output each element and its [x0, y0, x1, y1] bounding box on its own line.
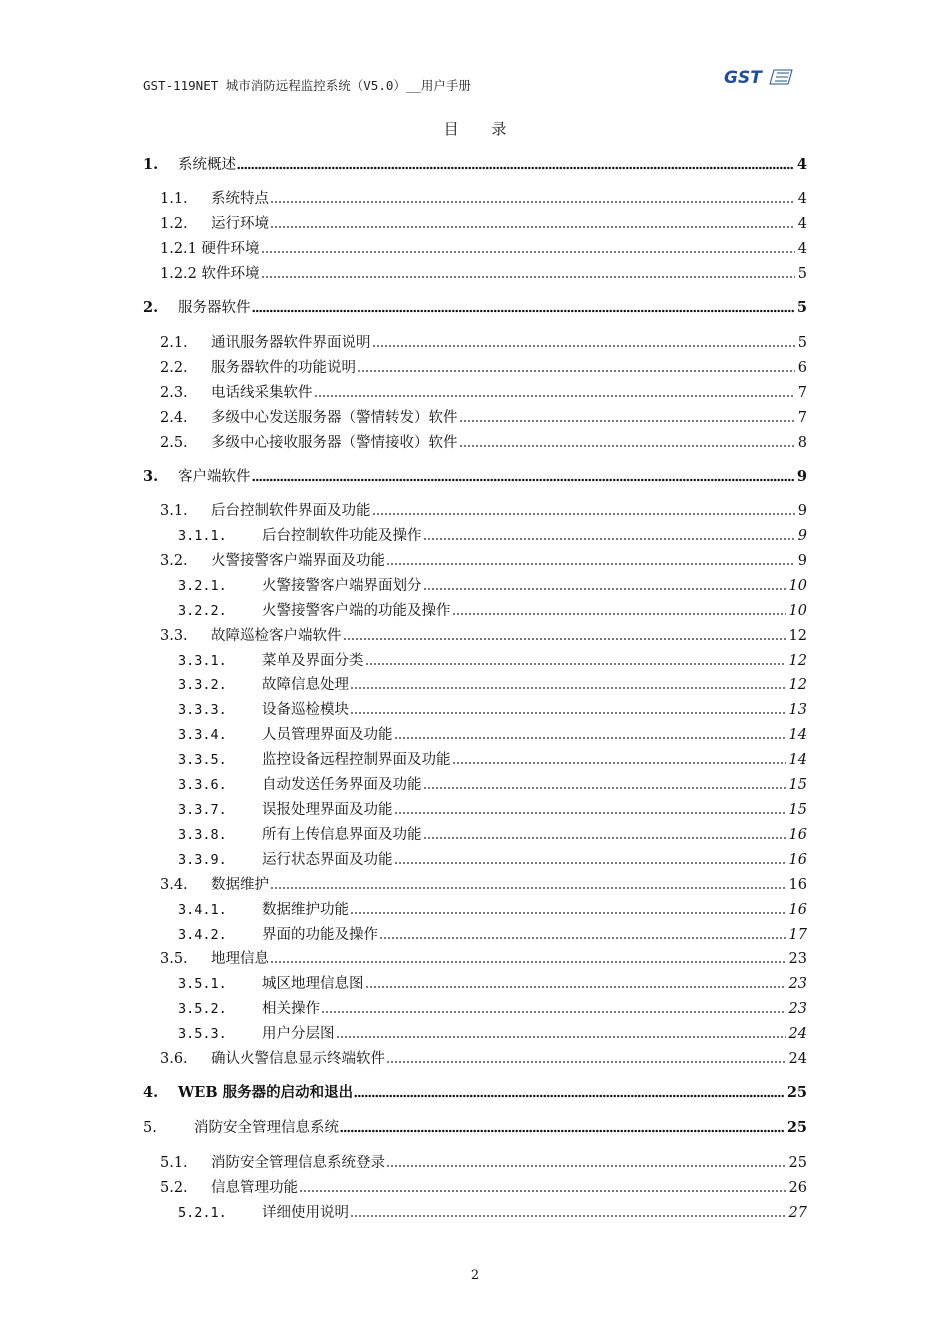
- toc-entry-page: 17: [788, 927, 807, 943]
- toc-entry[interactable]: [0, 405, 807, 427]
- toc-entry-title: 火警接警客户端的功能及操作: [262, 603, 451, 619]
- toc-entry-title: 所有上传信息界面及功能: [262, 827, 422, 843]
- toc-leader-dots: [350, 911, 786, 915]
- toc-entry-page: 7: [797, 410, 807, 426]
- toc-entry-page: 14: [788, 727, 807, 743]
- toc-entry-number: 3.4.: [160, 877, 188, 893]
- toc-entry-number: 3.4.1.: [178, 902, 227, 918]
- toc-leader-dots: [357, 369, 795, 373]
- toc-entry-number: 5.2.1.: [178, 1205, 227, 1221]
- toc-entry-number: 2.1.: [160, 335, 188, 351]
- toc-entry-title: 信息管理功能: [211, 1180, 298, 1196]
- toc-entry-page: 15: [788, 802, 807, 818]
- toc-entry[interactable]: [0, 598, 807, 620]
- toc-entry-title: 通讯服务器软件界面说明: [211, 335, 371, 351]
- toc-leader-dots: [252, 478, 794, 482]
- toc-entry[interactable]: [0, 822, 807, 844]
- toc-entry-page: 27: [788, 1205, 807, 1221]
- toc-leader-dots: [423, 836, 786, 840]
- toc-entry[interactable]: [0, 648, 807, 670]
- toc-leader-dots: [314, 394, 795, 398]
- toc-entry-page: 10: [788, 578, 807, 594]
- toc-entry-title: 数据维护功能: [262, 902, 349, 918]
- toc-entry-number: 3.3.: [160, 628, 188, 644]
- toc-entry-number: 3.3.8.: [178, 827, 227, 843]
- toc-leader-dots: [321, 1010, 786, 1014]
- toc-leader-dots: [270, 200, 795, 204]
- toc-leader-dots: [270, 886, 786, 890]
- toc-entry-number: 5.2.: [160, 1180, 188, 1196]
- toc-entry-number: 3.3.5.: [178, 752, 227, 768]
- toc-entry-number: 5.: [143, 1120, 157, 1136]
- toc-entry[interactable]: [0, 464, 807, 486]
- toc-leader-dots: [423, 587, 786, 591]
- page-number: 2: [470, 1268, 480, 1283]
- toc-leader-dots: [350, 711, 786, 715]
- toc-entry-page: 5: [797, 335, 807, 351]
- toc-leader-dots: [386, 562, 795, 566]
- toc-entry-page: 23: [788, 1001, 807, 1017]
- toc-leader-dots: [270, 960, 786, 964]
- toc-entry-title: 故障信息处理: [262, 677, 349, 693]
- toc-entry-number: 2.4.: [160, 410, 188, 426]
- toc-entry-page: 16: [788, 852, 807, 868]
- toc-entry[interactable]: [0, 430, 807, 452]
- toc-entry-title: 确认火警信息显示终端软件: [211, 1051, 385, 1067]
- toc-entry-number: 1.: [143, 156, 159, 173]
- toc-leader-dots: [394, 736, 786, 740]
- toc-entry[interactable]: [0, 548, 807, 570]
- toc-entry[interactable]: [0, 1150, 807, 1172]
- toc-entry-page: 25: [786, 1084, 807, 1101]
- toc-entry[interactable]: [0, 1021, 807, 1043]
- toc-entry-number: 3.3.7.: [178, 802, 227, 818]
- toc-entry-title: 用户分层图: [262, 1026, 335, 1042]
- toc-entry-number: 3.3.9.: [178, 852, 227, 868]
- toc-entry-page: 24: [788, 1051, 807, 1067]
- toc-entry-number: 3.3.1.: [178, 653, 227, 669]
- toc-entry-number: 3.2.2.: [178, 603, 227, 619]
- toc-entry-title: 误报处理界面及功能: [262, 802, 393, 818]
- toc-entry-title: 相关操作: [262, 1001, 320, 1017]
- toc-leader-dots: [336, 1035, 786, 1039]
- toc-entry-number: 3.1.1.: [178, 528, 227, 544]
- toc-entry-title: 城区地理信息图: [262, 976, 364, 992]
- toc-leader-dots: [261, 250, 795, 254]
- toc-leader-dots: [350, 1214, 786, 1218]
- toc-leader-dots: [365, 662, 786, 666]
- toc-entry-page: 25: [788, 1155, 807, 1171]
- toc-entry-title: 设备巡检模块: [262, 702, 349, 718]
- toc-entry-title: 菜单及界面分类: [262, 653, 364, 669]
- toc-entry[interactable]: [0, 380, 807, 402]
- toc-entry-page: 9: [797, 528, 807, 544]
- toc-entry[interactable]: [0, 722, 807, 744]
- toc-entry-title: 详细使用说明: [262, 1205, 349, 1221]
- toc-entry-number: 3.: [143, 468, 159, 485]
- toc-entry-number: 2.3.: [160, 385, 188, 401]
- toc-entry-title: 自动发送任务界面及功能: [262, 777, 422, 793]
- toc-entry[interactable]: [0, 996, 807, 1018]
- toc-entry-number: 3.3.3.: [178, 702, 227, 718]
- toc-entry-number: 3.5.: [160, 951, 188, 967]
- toc-entry-page: 9: [796, 468, 807, 485]
- toc-leader-dots: [423, 786, 786, 790]
- toc-entry-number: 3.3.6.: [178, 777, 227, 793]
- toc-entry[interactable]: [0, 573, 807, 595]
- toc-entry[interactable]: [0, 872, 807, 894]
- toc-entry-title: 界面的功能及操作: [262, 927, 378, 943]
- toc-entry-page: 4: [797, 191, 807, 207]
- toc-entry[interactable]: [0, 523, 807, 545]
- toc-leader-dots: [354, 1094, 784, 1098]
- gst-logo: [722, 66, 794, 88]
- toc-entry[interactable]: [0, 797, 807, 819]
- toc-entry-page: 9: [797, 553, 807, 569]
- toc-entry-number: 1.1.: [160, 191, 188, 207]
- toc-entry-page: 14: [788, 752, 807, 768]
- toc-entry-page: 4: [797, 216, 807, 232]
- toc-entry-title: 客户端软件: [178, 469, 251, 485]
- toc-entry-page: 16: [788, 827, 807, 843]
- toc-entry-title: 电话线采集软件: [211, 385, 313, 401]
- toc-leader-dots: [261, 275, 795, 279]
- svg-text:GST: GST: [724, 68, 762, 88]
- toc-entry-number: 3.5.3.: [178, 1026, 227, 1042]
- toc-entry[interactable]: [0, 1080, 807, 1102]
- toc-entry-page: 10: [788, 603, 807, 619]
- toc-entry-title: 数据维护: [211, 877, 269, 893]
- toc-leader-dots: [459, 419, 795, 423]
- toc-entry-title: 火警接警客户端界面及功能: [211, 553, 385, 569]
- document-header: GST-119NET 城市消防远程监控系统（V5.0）__用户手册: [143, 78, 471, 93]
- toc-entry-number: 1.2.: [160, 216, 188, 232]
- toc-entry[interactable]: [0, 897, 807, 919]
- toc-entry-page: 5: [797, 266, 807, 282]
- toc-entry-title: 故障巡检客户端软件: [211, 628, 342, 644]
- toc-entry[interactable]: [0, 697, 807, 719]
- toc-entry-number: 3.4.2.: [178, 927, 227, 943]
- toc-entry-number: 2.5.: [160, 435, 188, 451]
- toc-entry-number: 3.2.1.: [178, 578, 227, 594]
- toc-leader-dots: [270, 225, 795, 229]
- toc-entry-title: 运行状态界面及功能: [262, 852, 393, 868]
- toc-entry-page: 23: [788, 976, 807, 992]
- toc-entry-page: 4: [796, 156, 807, 173]
- toc-entry-title: 服务器软件: [178, 300, 251, 316]
- toc-entry[interactable]: [0, 1200, 807, 1222]
- toc-leader-dots: [252, 309, 794, 313]
- toc-entry[interactable]: [0, 355, 807, 377]
- toc-entry-page: 6: [797, 360, 807, 376]
- toc-entry-page: 5: [796, 299, 807, 316]
- toc-entry[interactable]: [0, 1046, 807, 1068]
- toc-entry-number: 2.: [143, 299, 159, 316]
- toc-entry-page: 13: [788, 702, 807, 718]
- toc-entry[interactable]: [0, 772, 807, 794]
- toc-leader-dots: [423, 537, 795, 541]
- toc-entry-page: 7: [797, 385, 807, 401]
- toc-leader-dots: [372, 512, 795, 516]
- toc-entry-page: 16: [788, 877, 807, 893]
- toc-entry-page: 8: [797, 435, 807, 451]
- toc-entry-page: 23: [788, 951, 807, 967]
- toc-leader-dots: [372, 344, 795, 348]
- toc-leader-dots: [452, 761, 786, 765]
- toc-entry-title: 系统特点: [211, 191, 269, 207]
- toc-leader-dots: [365, 985, 786, 989]
- toc-entry[interactable]: [0, 672, 807, 694]
- toc-entry-title: 监控设备远程控制界面及功能: [262, 752, 451, 768]
- toc-entry[interactable]: [0, 295, 807, 317]
- toc-leader-dots: [394, 811, 786, 815]
- toc-entry-title: 火警接警客户端界面划分: [262, 578, 422, 594]
- toc-entry-title: 多级中心发送服务器（警情转发）软件: [211, 410, 458, 426]
- toc-entry-page: 12: [788, 677, 807, 693]
- toc-leader-dots: [340, 1129, 784, 1133]
- toc-entry-title: 多级中心接收服务器（警情接收）软件: [211, 435, 458, 451]
- toc-entry-page: 15: [788, 777, 807, 793]
- toc-entry-page: 12: [788, 653, 807, 669]
- toc-leader-dots: [452, 612, 786, 616]
- toc-leader-dots: [386, 1060, 786, 1064]
- toc-entry[interactable]: [0, 261, 807, 283]
- toc-entry-title: 消防安全管理信息系统登录: [211, 1155, 385, 1171]
- toc-entry[interactable]: [0, 922, 807, 944]
- toc-entry-title: 服务器软件的功能说明: [211, 360, 356, 376]
- toc-entry-page: 16: [788, 902, 807, 918]
- toc-entry-number: 3.6.: [160, 1051, 188, 1067]
- toc-leader-dots: [379, 936, 786, 940]
- toc-entry-number: 3.2.: [160, 553, 188, 569]
- toc-entry[interactable]: [0, 498, 807, 520]
- toc-entry-title: 1.2.1 硬件环境: [160, 241, 260, 257]
- toc-entry[interactable]: [0, 747, 807, 769]
- toc-entry-page: 24: [788, 1026, 807, 1042]
- toc-entry-title: 地理信息: [211, 951, 269, 967]
- toc-entry[interactable]: [0, 236, 807, 258]
- toc-title: 目 录: [443, 120, 521, 138]
- toc-entry[interactable]: [0, 971, 807, 993]
- toc-entry[interactable]: [0, 211, 807, 233]
- toc-entry-title: 后台控制软件界面及功能: [211, 503, 371, 519]
- toc-entry-page: 25: [786, 1119, 807, 1136]
- toc-entry-title: 1.2.2 软件环境: [160, 266, 260, 282]
- toc-entry[interactable]: [0, 330, 807, 352]
- toc-entry-page: 4: [797, 241, 807, 257]
- toc-entry-title: WEB 服务器的启动和退出: [178, 1084, 354, 1101]
- toc-entry-number: 2.2.: [160, 360, 188, 376]
- toc-entry-number: 3.5.1.: [178, 976, 227, 992]
- toc-entry-page: 26: [788, 1180, 807, 1196]
- toc-entry-number: 3.1.: [160, 503, 188, 519]
- toc-leader-dots: [343, 637, 786, 641]
- toc-entry[interactable]: [0, 1115, 807, 1137]
- toc-entry[interactable]: [0, 623, 807, 645]
- toc-entry-number: 3.3.4.: [178, 727, 227, 743]
- toc-entry-number: 5.1.: [160, 1155, 188, 1171]
- toc-leader-dots: [350, 686, 786, 690]
- toc-leader-dots: [459, 444, 795, 448]
- toc-entry-number: 4.: [143, 1084, 159, 1101]
- toc-entry[interactable]: [0, 1175, 807, 1197]
- toc-entry[interactable]: [0, 186, 807, 208]
- toc-entry-title: 人员管理界面及功能: [262, 727, 393, 743]
- toc-leader-dots: [299, 1189, 786, 1193]
- toc-entry-title: 系统概述: [178, 157, 236, 173]
- toc-entry[interactable]: [0, 152, 807, 174]
- toc-entry[interactable]: [0, 847, 807, 869]
- toc-leader-dots: [394, 861, 786, 865]
- toc-entry-number: 3.3.2.: [178, 677, 227, 693]
- toc-entry-page: 9: [797, 503, 807, 519]
- toc-entry[interactable]: [0, 946, 807, 968]
- toc-leader-dots: [237, 166, 794, 170]
- toc-entry-title: 运行环境: [211, 216, 269, 232]
- toc-leader-dots: [386, 1164, 786, 1168]
- toc-entry-page: 12: [788, 628, 807, 644]
- toc-entry-number: 3.5.2.: [178, 1001, 227, 1017]
- toc-entry-title: 后台控制软件功能及操作: [262, 528, 422, 544]
- toc-entry-title: 消防安全管理信息系统: [194, 1120, 339, 1136]
